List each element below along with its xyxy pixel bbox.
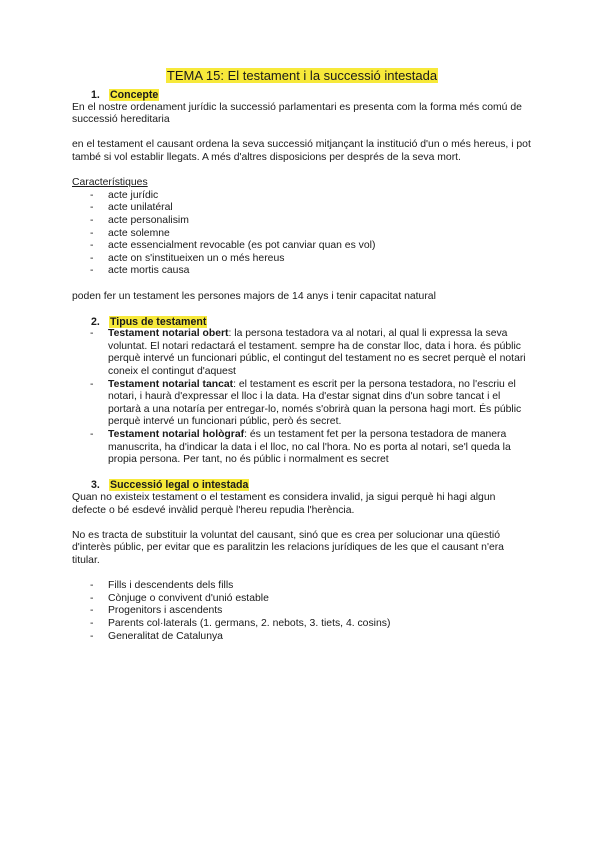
list-item: - Parents col·laterals (1. germans, 2. nebots, 3. tiets, 4. cosins) <box>90 618 532 631</box>
section-heading-successio: 3. Successió legal o intestada <box>91 479 249 492</box>
list-item: - Cònjuge o convivent d'unió estable <box>90 593 532 606</box>
paragraph: No es tracta de substituir la voluntat del causant, sinó que es crea per solucionar una qüestió d'interès públic, per evitar que es paralitzin les relacions jurídiques de les que el causant n'era titular. <box>72 529 504 566</box>
paragraph: poden fer un testament les persones majors de 14 anys i tenir capacitat natural <box>72 290 436 302</box>
list-item: - Testament notarial obert: la persona testadora va al notari, al qual li expressa la seva voluntat. El notari redactará el testament. sempre ha de constar lloc, data i hora. és públic perquè intervé un funcionari públic, el contingut del testament no es secret perquè el notari coneix el contingut d'aquest <box>90 328 532 378</box>
paragraph: Quan no existeix testament o el testament es considera invalid, ja sigui perquè hi hagi algun defecte o bé esdevé invàlid perquè l'hereu repudia l'herència. <box>72 492 496 516</box>
characteristics-list <box>72 190 532 278</box>
document-page <box>72 68 532 643</box>
section-heading-tipus: 2. Tipus de testament <box>91 315 207 328</box>
list-item: - acte solemne <box>90 228 532 241</box>
paragraph: En el nostre ordenament jurídic la successió parlamentari es presenta com la forma més comú de successió hereditaria <box>72 101 522 126</box>
list-item: - acte jurídic <box>90 190 532 203</box>
list-item: - acte personalisim <box>90 215 532 228</box>
list-item: - acte on s'institueixen un o més hereus <box>90 253 532 266</box>
list-item: - acte unilatéral <box>90 202 532 215</box>
section-heading-concepte: 1. Concepte <box>91 89 159 101</box>
list-item: - Testament notarial tancat: el testament es escrit per la persona testadora, no l'escriu el notari, i haurà d'expressar el lloc i la data. Ha d'estar signat dins d'un sobre tancat i el portarà a una notaría per entregar-lo, només s'obrirà quan la persona hagi mort. És públic perquè intervé un funcionari públic, però és secret. <box>90 379 532 429</box>
heirs-list <box>72 580 532 643</box>
page-title: TEMA 15: El testament i la successió intestada <box>166 68 438 83</box>
list-item: - Progenitors i ascendents <box>90 605 532 618</box>
subheading-caracteristiques: Característiques <box>72 177 148 189</box>
list-item: - acte mortis causa <box>90 265 532 278</box>
testament-types-list <box>72 328 532 467</box>
paragraph: en el testament el causant ordena la seva successió mitjançant la institució d'un o més hereus, i pot també si vol establir llegats. A més d'altres disposicions per després de la seva mort. <box>72 139 531 163</box>
list-item: - acte essencialment revocable (es pot canviar quan es vol) <box>90 240 532 253</box>
list-item: - Generalitat de Catalunya <box>90 631 532 644</box>
list-item: - Fills i descendents dels fills <box>90 580 532 593</box>
list-item: - Testament notarial hològraf: és un testament fet per la persona testadora de manera manuscrita, ha d'indicar la data i el lloc, no cal l'hora. No es porta al notari, se'l queda la propia persona. Per tant, no és públic i normalment es secret <box>90 429 532 467</box>
